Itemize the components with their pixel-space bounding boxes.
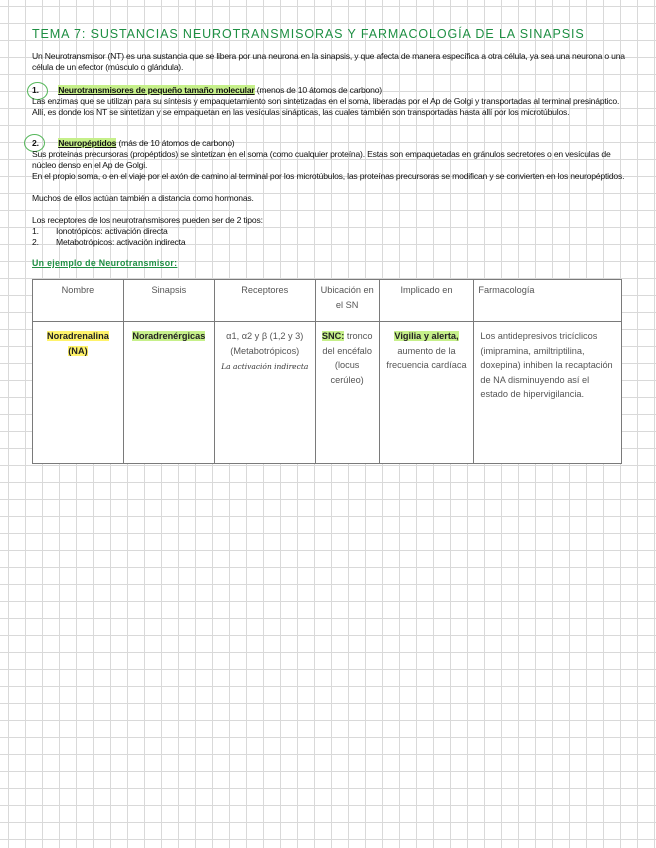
page-title: TEMA 7: SUSTANCIAS NEUROTRANSMISORAS Y FARMACOLOGÍA DE LA SINAPSIS (32, 27, 585, 41)
cell-ubicacion: SNC: tronco del encéfalo (locus cerúleo) (315, 322, 379, 464)
section1-heading-note: (menos de 10 átomos de carbono) (256, 85, 382, 95)
cell-sinapsis: Noradrenérgicas (123, 322, 214, 464)
section1-body: Las enzimas que se utilizan para su síntesis y empaquetamiento son sintetizadas en el soma, liberadas por el Ap de Golgi y transportadas al terminal presináptico. Allí, es donde los NT se sintetizan y se empaquetan en las vesículas sinápticas, las cuales también son transportadas hasta allí por los microtúbulos. (32, 96, 620, 117)
table-header-row (33, 280, 622, 322)
header-nombre: Nombre (33, 280, 124, 322)
header-farmacologia: Farmacología (474, 280, 622, 322)
header-receptores: Receptores (214, 280, 315, 322)
header-sinapsis: Sinapsis (123, 280, 214, 322)
example-heading: Un ejemplo de Neurotransmisor: (32, 258, 178, 268)
section2-heading: Neuropéptidos (58, 138, 117, 148)
neurotransmitter-table (32, 279, 622, 464)
section2-body-3: Muchos de ellos actúan también a distancia como hormonas. (32, 193, 254, 203)
handwritten-note: La activación indirecta (221, 362, 309, 371)
cell-receptores: α1, α2 y β (1,2 y 3) (Metabotrópicos) La activación indirecta (214, 322, 315, 464)
cell-implicado: Vigilia y alerta, aumento de la frecuencia cardíaca (379, 322, 474, 464)
section2-body-2: En el propio soma, o en el viaje por el axón de camino al terminal por los microtúbulos, las proteínas precursoras se modifican y se convierten en los neuropéptidos. (32, 171, 625, 181)
section2-heading-note: (más de 10 átomos de carbono) (118, 138, 235, 148)
intro-paragraph: Un Neurotransmisor (NT) es una sustancia que se libera por una neurona en la sinapsis, y que afecta de manera específica a otra célula, ya sea una neurona o una célula de un efector (músculo o glándula). (32, 51, 625, 72)
section1-heading-line (32, 85, 632, 96)
section2-number: 2. (32, 138, 39, 148)
cell-farmacologia: Los antidepresivos tricíclicos (imipramina, amiltriptilina, doxepina) inhiben la recaptación de NA disminuyendo así el estado de hipervigilancia. (474, 322, 622, 464)
header-ubicacion: Ubicación en el SN (315, 280, 379, 322)
section1-number: 1. (32, 85, 39, 95)
header-implicado: Implicado en (379, 280, 474, 322)
section2-body-1: Sus proteínas precursoras (propéptidos) se sintetizan en el soma (como cualquier proteína). Estas son empaquetadas en gránulos secretores o en vesículas de núcleo denso en el Ap de Golgi. (32, 149, 611, 170)
receptor-type-1: 1. Ionotrópicos: activación directa (32, 226, 168, 236)
table-row (33, 322, 622, 464)
section1-heading: Neurotransmisores de pequeño tamaño molecular (58, 85, 255, 95)
cell-nombre: Noradrenalina (NA) (33, 322, 124, 464)
receptor-type-2: 2. Metabotrópicos: activación indirecta (32, 237, 186, 247)
receptors-intro: Los receptores de los neurotransmisores pueden ser de 2 tipos: (32, 215, 263, 225)
section2-heading-line (32, 138, 632, 149)
